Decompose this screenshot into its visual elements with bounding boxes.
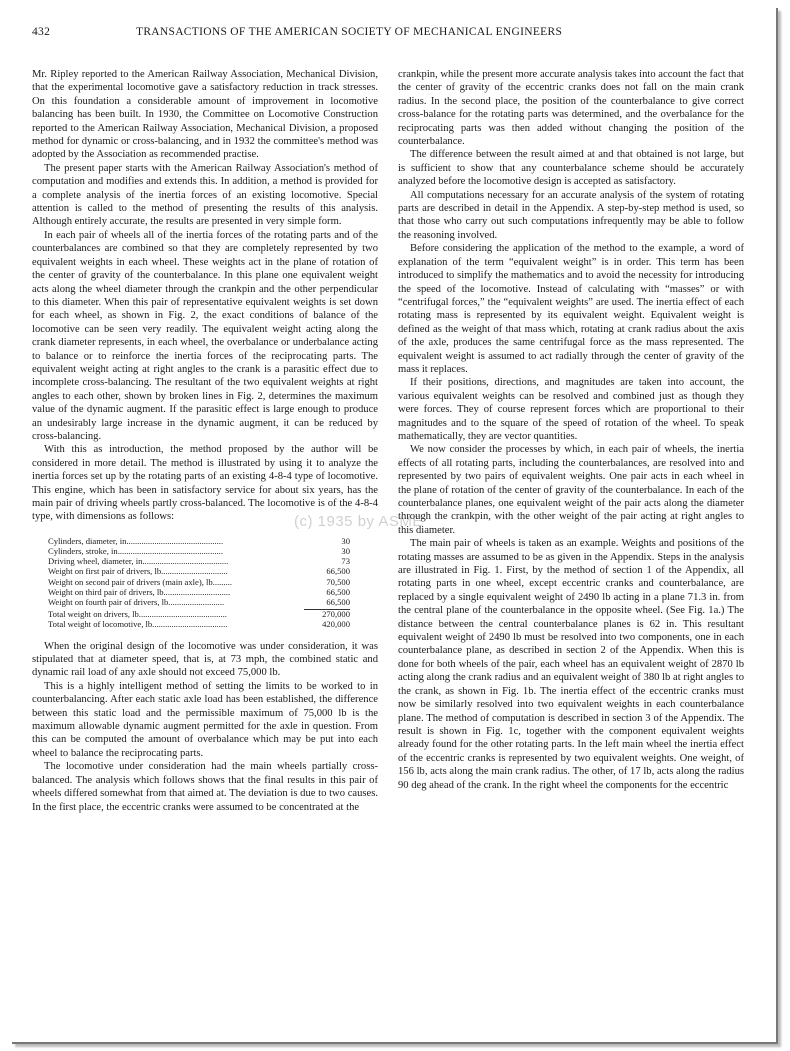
total-row: Total weight of locomotive, lb................................... 420,000 bbox=[48, 619, 350, 630]
paragraph: When the original design of the locomotive was under consideration, it was stipulated that at diameter speed, that is, at 73 mph, the combined static and dynamic rail load of any axle should not exceed 75,000 lb. bbox=[32, 640, 378, 679]
paragraph: We now consider the processes by which, in each pair of wheels, the inertia effects of all rotating parts, including the counterbalances, are resolved into and represented by two pairs of equivalent weights. One pair acts in each wheel in the plane of rotation of the center of gravity of the counterbalance. In each of the counterbalance planes, one equivalent weight of the pair acts along the diameter through the crankpin, with the other weight of the pair acting at right angles to this diameter. bbox=[398, 444, 744, 536]
paragraph: Before considering the application of the method to the example, a word of explanation of the term “equivalent weight” is in order. This term has been introduced to simplify the mathematics and to avoid the necessity for introducing the speed of the locomotive. Instead of calculating with “masses” or with “centrifugal forces,” the “equivalent weights” are used. The inertia effect of each rotating mass is represented by its equivalent weight. Equivalent weight is defined as the weight of that mass which, rotating at crank radius about the axis of the axle, produces the same centrifugal force as the mass represented. The equivalent weight is assumed to act radially through the center of gravity of the mass it replaces. bbox=[398, 243, 744, 375]
right-column bbox=[398, 68, 744, 792]
paragraph: crankpin, while the present more accurate analysis takes into account the fact that the center of gravity of the eccentric cranks does not fall on the main crank radius. In the second place, the position of the counterbalance to give correct cross-balance for the rotating parts was determined, and the overbalance for the reciprocating parts was then added without changing the position of the counterbalance. bbox=[398, 69, 744, 148]
paragraph: All computations necessary for an accurate analysis of the system of rotating parts are described in detail in the Appendix. A step-by-step method is used, so that those who carry out such computations infrequently may be able to follow the reasoning involved. bbox=[398, 189, 744, 241]
paragraph: The main pair of wheels is taken as an example. Weights and positions of the rotating masses are assumed to be as given in the Appendix. Steps in the analysis are illustrated in Fig. 1. First, by the method of section 1 of the Appendix, all rotating parts in one wheel, except eccentric cranks and counterbalance, are replaced by a single equivalent weight of 2490 lb acting in a plane 71.3 in. from the central plane of the counterbalance in the opposite wheel. (See Fig. 1a.) The distance between the central counterbalance planes is 62 in. This resultant equivalent weight of 2490 lb must be resolved into two components, one in each counterbalance plane, as described in section 2 of the Appendix. When this is done for both wheels of the pair, each wheel has an equivalent weight of 2870 lb acting along the crank radius and an equivalent weight of 380 lb at right angles to the crank, as shown in Fig. 1b. The inertia effect of the eccentric cranks must now be similarly resolved into two equivalent weights in each counterbalance plane. The method of computation is described in section 3 of the Appendix. The result is shown in Fig. 1c, together with the component equivalent weights already found for the other rotating parts. In the left main wheel the inertia effect of the eccentric cranks is represented by two equivalent weights. One weight, of 156 lb, acts along the main crank radius. The other, of 17 lb, acts along the radius 90 deg ahead of the crank. In the right wheel the components for the eccentric bbox=[398, 538, 744, 791]
paragraph: The locomotive under consideration had the main wheels partially cross-balanced. The analysis which follows shows that the final results in this pair of wheels differed somewhat from that aimed at. The deviation is due to two causes. In the first place, the eccentric cranks were assumed to be concentrated at the bbox=[32, 761, 378, 813]
dimension-row: Driving wheel, diameter, in........................................ 73 bbox=[48, 556, 350, 567]
paragraph: This is a highly intelligent method of setting the limits to be worked to in counterbalancing. After each static axle load has been established, the difference between this static load and the permissible maximum of 75,000 lb is the maximum allowable dynamic augment permitted for the axle in question. From this can be computed the amount of overbalance which may be put into each wheel to balance the reciprocating parts. bbox=[32, 680, 378, 759]
watermark: (c) 1935 by ASME bbox=[294, 513, 423, 530]
paragraph: Mr. Ripley reported to the American Railway Association, Mechanical Division, that the experimental locomotive gave a satisfactory reduction in track stresses. On this foundation a considerable amount of improvement in locomotive balancing has been built. In 1930, the Committee on Locomotive Construction reported to the American Railway Association, Mechanical Division, a proposed method for dynamic or cross-balancing, and in 1932 the committee's method was adopted by the Association as recommended practise. bbox=[32, 69, 378, 161]
paragraph: The difference between the result aimed at and that obtained is not large, but is sufficient to show that any counterbalance scheme should be accurately analyzed before the locomotive design is accepted as satisfactory. bbox=[398, 149, 744, 188]
paragraph: In each pair of wheels all of the inertia forces of the rotating parts and of the counterbalances are combined so that they are completely represented by two equivalent weights in each wheel. These weights act in the plane of rotation of the center of gravity of the counterbalance. In this plane one equivalent weight acts along the wheel diameter through the crankpin and the other perpendicular to this diameter. When this pair of representative equivalent weights is set down for each wheel, as shown in Fig. 2, the exact conditions of balance of the locomotive can be seen very readily. The equivalent weight acting along the crank diameter represents, in each wheel, the overbalance or underbalance acting to balance or to reinforce the inertia forces of the reciprocating parts. The equivalent weight acting at right angles to the crank is a parasitic effect due to incomplete cross-balancing. The resultant of the two equivalent weights at right angles to each other, shown by broken lines in Fig. 2, determines the maximum value of the dynamic augment. If the parasitic effect is large enough to produce an undesirably large increase in the dynamic augment, it can be reduced by cross-balancing. bbox=[32, 229, 378, 442]
dimensions-table bbox=[48, 536, 378, 630]
dimension-row: Weight on first pair of drivers, lb............................... 66,500 bbox=[48, 566, 350, 577]
dimension-row: Cylinders, diameter, in............................................. 30 bbox=[48, 535, 350, 546]
dimension-row: Cylinders, stroke, in................................................. 30 bbox=[48, 546, 350, 557]
total-row: Total weight on drivers, lb......................................... 270,000 bbox=[48, 609, 350, 620]
paragraph: If their positions, directions, and magnitudes are taken into account, the various equivalent weights can be resolved and combined just as though they were forces. They of course represent forces which are proportional to their magnitudes and to the square of the speed of rotation of the wheel. To speak mathematically, they are vector quantities. bbox=[398, 377, 744, 442]
page-number: 432 bbox=[32, 26, 51, 38]
dimension-row: Weight on third pair of drivers, lb............................... 66,500 bbox=[48, 586, 350, 597]
paragraph: The present paper starts with the American Railway Association's method of computation and modifies and extends this. In addition, a method is provided for a complete analysis of the inertia forces of an existing locomotive. Special attention is called to the method of presenting the results of this analysis. Although entirely accurate, the results are presented in very simple form. bbox=[32, 162, 378, 228]
paragraph: With this as introduction, the method proposed by the author will be considered in more detail. The method is illustrated by using it to analyze the inertia forces set up by the rotating parts of an existing 4-8-4 type of locomotive. This engine, which has been in satisfactory service for about six years, has the main pair of driving wheels partly cross-balanced. The locomotive is of the 4-8-4 type, with dimensions as follows: bbox=[32, 444, 378, 523]
journal-page bbox=[12, 8, 778, 1044]
journal-title: TRANSACTIONS OF THE AMERICAN SOCIETY OF MECHANICAL ENGINEERS bbox=[136, 26, 563, 38]
dimension-row: Weight on second pair of drivers (main axle), lb......... 70,500 bbox=[48, 576, 350, 587]
left-column bbox=[32, 68, 378, 814]
dimension-row: Weight on fourth pair of drivers, lb.......................... 66,500 bbox=[48, 597, 350, 608]
